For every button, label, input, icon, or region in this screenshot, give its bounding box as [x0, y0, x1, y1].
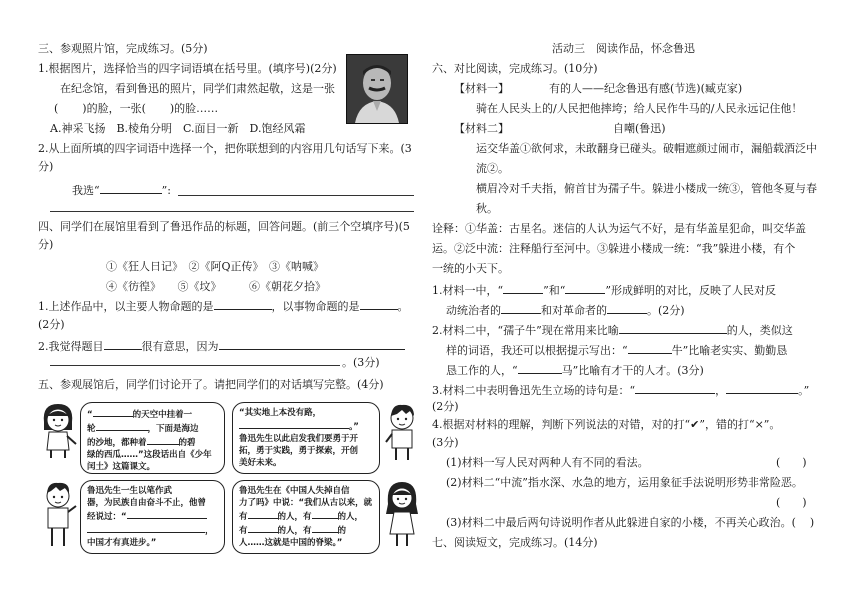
bubble4-blank-1[interactable]: [248, 509, 278, 519]
q2-prompt-line1: 2.从上面所填的四字词语中选择一个，把你联想到的内容用几句话写下来。(3: [38, 142, 412, 155]
q2-choice: 我选“ ”:: [72, 184, 171, 197]
bubble4-blank-4[interactable]: [312, 523, 338, 533]
judge-3: (3)材料二中最后两句诗说明作者从此躲进自家的小楼，不再关心政治。( ): [446, 516, 815, 529]
speech-bubble-1: “ 的天空中挂着一 轮 ，下面是海边 的沙地，都种着 的碧 绿的西瓜……”这段话出自《少年 闰土》这篇课文。: [80, 402, 225, 474]
r-q2-blank-3[interactable]: [518, 362, 562, 374]
q4-2-blank-2[interactable]: [219, 338, 405, 350]
material-1-header: 【材料一】 有的人——纪念鲁迅有感(节选)(臧克家): [454, 82, 743, 95]
section-5-title: 五、参观展馆后，同学们讨论开了。请把同学们的对话填写完整。(4分): [38, 378, 384, 391]
girl-figure-1: [38, 400, 78, 464]
r-q1-line1: 1.材料一中，“ ”和“ ”形成鲜明的对比，反映了人民对反: [432, 284, 776, 297]
q4-1-score: (2分): [38, 318, 65, 331]
q2-prompt-line2: 分): [38, 160, 54, 173]
boy-figure-2: [38, 480, 78, 554]
poem-line-3: 横眉冷对千夫指，俯首甘为孺子牛。躲进小楼成一统③，管他冬夏与春: [476, 182, 817, 195]
bubble3-blank-2[interactable]: [87, 523, 205, 533]
r-q1-blank-1[interactable]: [503, 282, 543, 294]
q4-2-blank-1[interactable]: [104, 338, 142, 350]
r-q2-blank-2[interactable]: [628, 342, 672, 354]
material-2-header: 【材料二】 自嘲(鲁迅): [454, 122, 666, 135]
judge-2: (2)材料二“中流”指水深、水急的地方，运用象征手法说明形势非常险恶。: [446, 476, 803, 489]
bubble3-blank-1[interactable]: [127, 509, 207, 519]
judge-1: (1)材料一写人民对两种人有不同的看法。: [446, 456, 649, 469]
judge-1-paren[interactable]: ( ): [776, 456, 807, 469]
note-line-2: 运。②泛中流：注释船行至河中。③躲进小楼成一统：“我”躲进小楼，有个: [432, 242, 796, 255]
bubble1-blank-2[interactable]: [96, 421, 148, 431]
section-4-title-line2: 分): [38, 238, 54, 251]
q2-choice-blank[interactable]: [100, 182, 162, 194]
q4-1-blank-2[interactable]: [360, 298, 398, 310]
q1-sentence: 在纪念馆，看到鲁迅的照片，同学们肃然起敬，这是一张: [60, 82, 335, 95]
bubble1-blank-3[interactable]: [147, 435, 179, 445]
q4-2-score: 。(3分): [342, 356, 380, 369]
r-q1-blank-4[interactable]: [607, 302, 647, 314]
bubble1-blank-1[interactable]: [93, 407, 133, 417]
activity-3-title: 活动三 阅读作品，怀念鲁迅: [552, 42, 695, 55]
speech-bubble-4: 鲁迅先生在《中国人失掉自信 力了吗》中说：“我们从古以来，就 有 的人，有 的人， 有 的人，有 的 人……这就是中国的脊梁。”: [232, 480, 380, 554]
r-q2-line1: 2.材料二中，“孺子牛”现在常用来比喻 的人，类似这: [432, 324, 793, 337]
r-q3: 3.材料二中表明鲁迅先生立场的诗句是：“ ， 。”: [432, 384, 810, 397]
r-q4-prompt: 4.根据对材料的理解，判断下列说法的对错，对的打“✔”，错的打“×”。: [432, 418, 781, 431]
r-q3-blank-1[interactable]: [635, 382, 715, 394]
r-q1-blank-2[interactable]: [565, 282, 605, 294]
section-3-title: 三、参观照片馆，完成练习。(5分): [38, 42, 208, 55]
r-q3-blank-2[interactable]: [726, 382, 798, 394]
bubble4-blank-2[interactable]: [312, 509, 338, 519]
q2-answer-line-2[interactable]: [50, 211, 414, 212]
judge-2-paren[interactable]: ( ): [776, 496, 807, 509]
r-q1-blank-3[interactable]: [501, 302, 541, 314]
section-6-title: 六、对比阅读，完成练习。(10分): [432, 62, 598, 75]
r-q2-blank-1[interactable]: [619, 322, 727, 334]
q4-1-blank-1[interactable]: [214, 298, 272, 310]
works-row-2: ④《彷徨》 ⑤《坟》 ⑥《朝花夕拾》: [106, 280, 326, 293]
q1-blanks: ( )的脸，一张( )的脸……: [54, 102, 219, 115]
poem-line-4: 秋。: [476, 202, 498, 215]
r-q3-score: (2分): [432, 400, 459, 413]
boy-figure-1: [384, 402, 420, 466]
q4-1: 1.上述作品中，以主要人物命题的是 ，以事物命题的是 。: [38, 300, 409, 313]
note-line-3: 一统的小天下。: [432, 262, 509, 275]
speech-bubble-3: 鲁迅先生一生以笔作武 器，为民族自由奋斗不止，他曾 经说过：“ ， 中国才有真进步。”: [80, 480, 225, 554]
material-1-text: 骑在人民头上的/人民把他摔垮；给人民作牛马的/人民永远记住他！: [476, 102, 803, 115]
r-q4-score: (3分): [432, 436, 459, 449]
r-q2-line3: 恳工作的人，“ 马”比喻有才干的人才。(3分): [446, 364, 704, 377]
q4-2-answer-line[interactable]: [50, 365, 340, 366]
girl-figure-2: [384, 480, 420, 554]
r-q1-line2: 动统治者的 和对革命者的 。(2分): [446, 304, 685, 317]
q1-prompt: 1.根据图片，选择恰当的四字词语填在括号里。(填序号)(2分): [38, 62, 337, 75]
q1-options: A.神采飞扬 B.棱角分明 C.面目一新 D.饱经风霜: [50, 122, 306, 135]
q4-2: 2.我觉得题目 很有意思，因为: [38, 338, 405, 354]
poem-line-2: 流②。: [476, 162, 509, 175]
r-q2-line2: 样的词语，我还可以根据提示写出：“ 牛”比喻老实实、勤勤恳: [446, 344, 788, 357]
lu-xun-portrait: [346, 54, 408, 124]
section-7-title: 七、阅读短文，完成练习。(14分): [432, 536, 598, 549]
section-4-title-line1: 四、同学们在展馆里看到了鲁迅作品的标题，回答问题。(前三个空填序号)(5: [38, 220, 410, 233]
bubble4-blank-3[interactable]: [248, 523, 278, 533]
works-row-1: ①《狂人日记》 ②《阿Q正传》 ③《呐喊》: [106, 260, 325, 273]
bubble2-blank-1[interactable]: [239, 419, 349, 429]
note-line-1: 诠释：①华盖：古星名。迷信的人认为运气不好，是有华盖星犯命，叫交华盖: [432, 222, 806, 235]
q2-answer-line-1[interactable]: [178, 195, 414, 196]
poem-line-1: 运交华盖①欲何求，未敢翻身已碰头。破帽遮颜过闹市，漏船载酒泛中: [476, 142, 817, 155]
speech-bubble-2: “其实地上本没有路， 。” 鲁迅先生以此启发我们要勇于开 拓，勇于实践，勇于探索，开创 美好未来。: [232, 402, 380, 474]
